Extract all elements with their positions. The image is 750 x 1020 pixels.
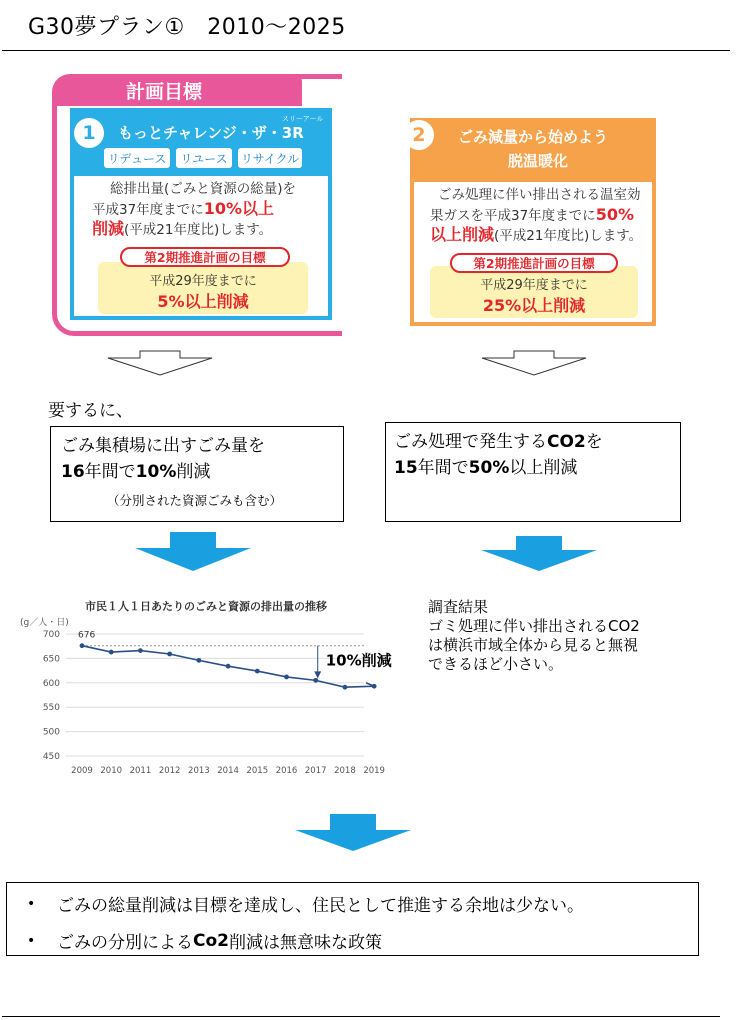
goal1-target-percent: 10%以上 — [203, 199, 274, 218]
summary-right-span: 年間で — [417, 458, 469, 478]
x-tick-label: 2012 — [158, 766, 181, 776]
x-tick-label: 2018 — [334, 766, 356, 776]
goal2-phase-label: 第2期推進計画の目標 — [450, 253, 618, 273]
down-arrow-center-blue — [294, 814, 412, 852]
goal1-phase-line1: 平成29年度までに — [149, 274, 257, 289]
y-tick-label: 450 — [42, 752, 60, 762]
y-tick-label: 700 — [42, 630, 60, 640]
conclusion-text-1: ごみの総量削減は目標を達成し、住民として推進する余地は少ない。 — [57, 896, 584, 916]
data-point — [343, 685, 348, 690]
goal2-text-baseline: (平成21年度比)します。 — [494, 228, 643, 244]
first-value-label: 676 — [78, 630, 96, 641]
data-point — [313, 678, 318, 683]
data-point — [138, 648, 143, 653]
summary-left-reduce: 削減 — [176, 462, 211, 482]
goal1-target-reduce: 削減 — [92, 219, 125, 238]
data-point — [196, 658, 201, 663]
pill-reduce: リデュース — [104, 148, 170, 168]
goal1-phase-box — [98, 262, 308, 314]
waste-trend-chart — [16, 590, 392, 780]
x-tick-label: 2015 — [246, 766, 269, 776]
survey-line-2: は横浜市域全体から見ると無視 — [428, 636, 639, 654]
goal2-text-deadline: 果ガスを平成37年度までに — [430, 208, 596, 224]
data-point — [226, 664, 231, 669]
chart-title: 市民１人１日あたりのごみと資源の排出量の推移 — [85, 600, 327, 613]
goal2-number-badge: 2 — [404, 120, 434, 150]
goal2-text-line1: ごみ処理に伴い排出される温室効 — [438, 187, 641, 203]
summary-right-box — [385, 422, 681, 522]
x-tick-label: 2014 — [217, 766, 239, 776]
pill-recycle: リサイクル — [238, 148, 302, 168]
goal1-ruby: スリーアール — [282, 115, 324, 123]
summary-right-years: 15 — [394, 458, 418, 478]
x-tick-label: 2019 — [363, 766, 385, 776]
page-title: G30夢プラン① 2010〜2025 — [28, 15, 346, 40]
goal1-text-line3 — [92, 218, 272, 241]
reduction-annotation: 10%削減 — [325, 651, 392, 670]
summary-right-line1 — [394, 429, 680, 455]
goal2-phase-line2: 25%以上削減 — [482, 296, 586, 315]
down-arrow-right-outline — [480, 350, 588, 376]
summary-right-particle: を — [585, 432, 603, 452]
survey-line-1: ゴミ処理に伴い排出されるCO2 — [428, 617, 640, 635]
down-arrow-left-blue — [134, 532, 252, 572]
pill-reuse: リユース — [176, 148, 232, 168]
summary-right-reduce: 以上削減 — [509, 458, 578, 478]
y-tick-label: 600 — [42, 678, 60, 689]
down-arrow-left-outline — [106, 350, 214, 376]
data-point — [80, 643, 85, 648]
x-tick-label: 2013 — [188, 766, 210, 776]
summary-right-co2: CO2 — [547, 432, 586, 452]
bullet-2: • — [27, 932, 36, 949]
y-tick-label: 550 — [42, 703, 60, 714]
reduction-arrowhead — [314, 671, 321, 678]
conclusion-text-2a: ごみの分別による — [57, 933, 193, 953]
x-tick-label: 2010 — [100, 766, 123, 776]
goal1-title: もっとチャレンジ・ザ・3R — [118, 124, 304, 142]
goal2-phase-line1: 平成29年度までに — [480, 278, 588, 293]
summary-left-line2 — [61, 459, 343, 485]
survey-heading: 調査結果 — [428, 598, 489, 616]
goal2-target-percent: 50% — [595, 205, 634, 224]
conclusion-text-2-co2: Co2 — [193, 930, 229, 951]
goal1-phase-line2: 5%以上削減 — [157, 292, 249, 311]
goal2-title-line1: ごみ減量から始めよう — [458, 128, 609, 146]
conclusion-text-2b: 削減は無意味な政策 — [228, 933, 382, 953]
goal2-text-line3 — [430, 224, 642, 247]
goal1-number-badge: 1 — [74, 118, 104, 148]
summary-right-text: ごみ処理で発生する — [394, 432, 547, 452]
goal1-phase-label: 第2期推進計画の目標 — [120, 247, 290, 267]
conclusion-item-1 — [7, 891, 698, 916]
y-tick-label: 650 — [42, 654, 60, 665]
data-point — [284, 675, 289, 680]
x-tick-label: 2009 — [71, 766, 93, 776]
summary-left-years: 16 — [61, 462, 85, 482]
summary-intro: 要するに、 — [48, 401, 133, 421]
down-arrow-right-blue — [480, 536, 598, 572]
summary-right-percent: 50% — [468, 458, 510, 478]
goal2-target-reduce: 以上削減 — [430, 225, 495, 244]
summary-left-percent: 10% — [135, 462, 177, 482]
summary-left-line1: ごみ集積場に出すごみ量を — [61, 436, 265, 456]
data-point — [255, 669, 260, 674]
x-tick-label: 2017 — [304, 766, 327, 776]
survey-line-3: できるほど小さい。 — [428, 655, 564, 673]
data-point — [167, 652, 172, 657]
goal1-text-line1: 総排出量(ごみと資源の総量)を — [110, 181, 297, 197]
goal1-text-deadline: 平成37年度までに — [92, 202, 204, 218]
summary-right-line2 — [394, 455, 680, 481]
chart-y-label: (g／人・日) — [20, 618, 69, 628]
y-tick-label: 500 — [42, 727, 60, 738]
plan-goals-tab: 計画目標 — [52, 74, 302, 106]
bullet-1: • — [27, 895, 36, 912]
summary-left-span: 年間で — [84, 462, 136, 482]
goal2-phase-box — [430, 266, 638, 318]
conclusion-item-2 — [7, 928, 698, 953]
goal1-text-baseline: (平成21年度比)します。 — [124, 222, 273, 238]
summary-left-box — [50, 426, 344, 522]
x-tick-label: 2016 — [275, 766, 298, 776]
x-tick-label: 2011 — [129, 766, 152, 776]
summary-left-note: （分別された資源ごみも含む） — [107, 493, 283, 508]
conclusion-box — [6, 882, 699, 956]
footer-divider — [2, 1016, 720, 1017]
data-point — [109, 650, 114, 655]
goal2-title-line2: 脱温暖化 — [508, 152, 569, 170]
header-divider — [2, 50, 730, 51]
data-point — [372, 684, 377, 689]
